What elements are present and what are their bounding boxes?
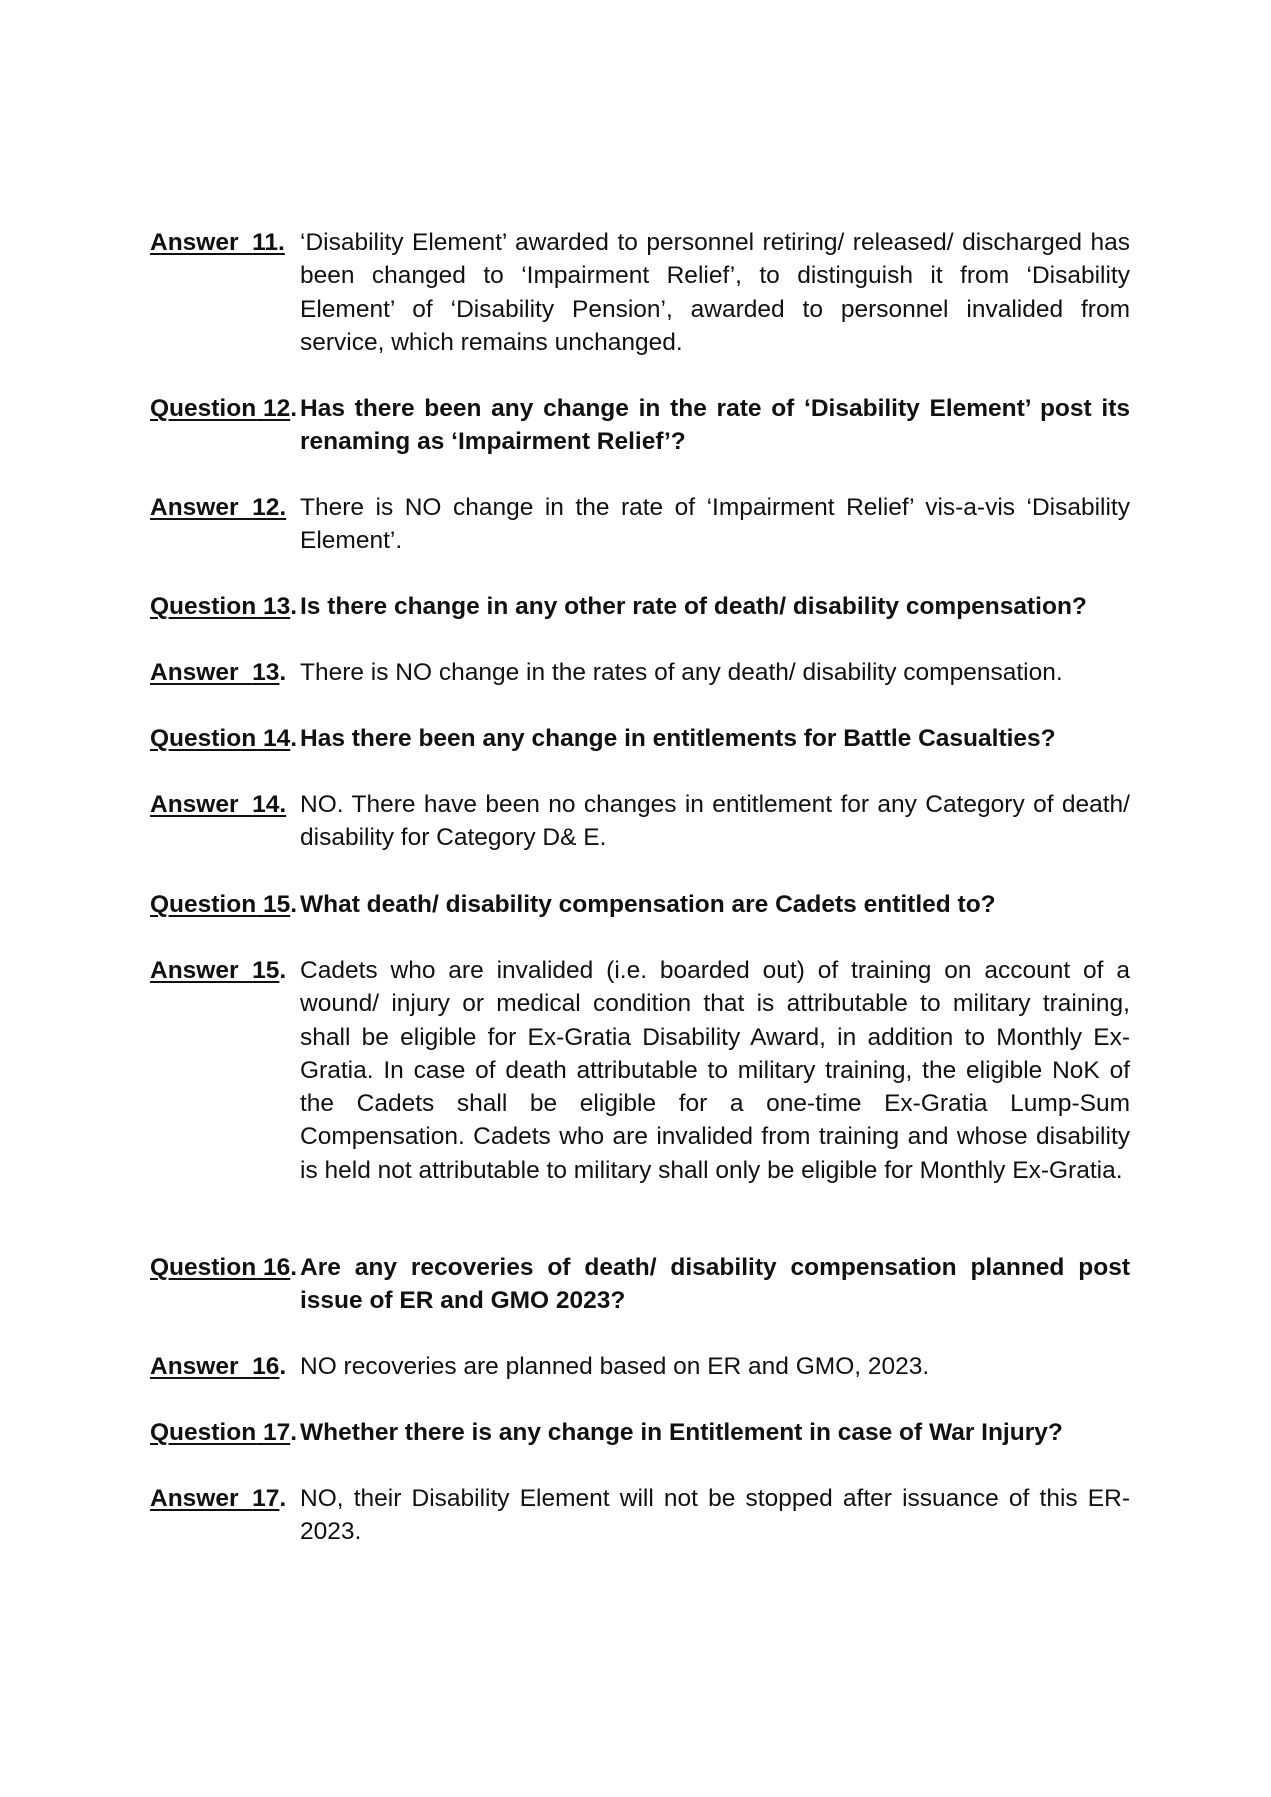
label-dot: .: [279, 1485, 287, 1512]
label-gap: [239, 957, 253, 984]
label-dot: .: [279, 659, 287, 686]
label-dot: .: [279, 1353, 287, 1380]
answer-14: [150, 788, 1130, 855]
label-dot: .: [290, 891, 298, 918]
label-number: 17: [252, 1485, 280, 1512]
answer-label: [150, 788, 300, 821]
label-gap: [239, 1353, 253, 1380]
label-gap: [256, 593, 263, 620]
label-number: 13: [252, 659, 280, 686]
label-gap: [256, 395, 263, 422]
answer-12: [150, 491, 1130, 558]
question-text: Has there been any change in entitlements for Battle Casualties?: [300, 725, 1056, 752]
label-number: 15: [262, 891, 291, 918]
label-word: Answer: [150, 229, 239, 256]
question-15: [150, 888, 1130, 921]
question-13: [150, 590, 1130, 623]
question-12: [150, 392, 1130, 459]
question-label: [150, 1416, 300, 1449]
label-word: Question: [150, 593, 257, 620]
label-number: 16: [262, 1254, 291, 1281]
answer-label: [150, 954, 300, 987]
label-word: Answer: [150, 494, 239, 521]
label-gap: [256, 891, 263, 918]
question-text: What death/ disability compensation are Cadets entitled to?: [300, 891, 996, 918]
label-word: Answer: [150, 1353, 239, 1380]
label-gap: [239, 1485, 253, 1512]
answer-label: [150, 1350, 300, 1383]
answer-11: [150, 226, 1130, 359]
label-word: Question: [150, 1419, 257, 1446]
label-number: 17: [262, 1419, 291, 1446]
question-label: [150, 1251, 300, 1284]
label-gap: [256, 725, 263, 752]
question-text: Are any recoveries of death/ disability compensation planned post issue of ER and GMO 2023?: [300, 1254, 1130, 1315]
answer-text: There is NO change in the rates of any death/ disability compensation.: [300, 659, 1063, 686]
label-word: Question: [150, 395, 257, 422]
label-word: Answer: [150, 1485, 239, 1512]
label-gap: [239, 791, 253, 818]
label-word: Question: [150, 725, 257, 752]
label-gap: [239, 229, 253, 256]
label-number: 13: [262, 593, 291, 620]
question-label: [150, 392, 300, 425]
label-word: Question: [150, 1254, 257, 1281]
answer-text: There is NO change in the rate of ‘Impairment Relief’ vis-a-vis ‘Disability Element’.: [300, 494, 1130, 555]
question-14: [150, 722, 1130, 755]
answer-label: [150, 1482, 300, 1515]
label-number: 14.: [252, 791, 287, 818]
label-number: 15: [252, 957, 280, 984]
answer-label: [150, 491, 300, 524]
answer-17: [150, 1482, 1130, 1549]
label-dot: .: [279, 957, 287, 984]
label-number: 11.: [252, 229, 285, 256]
answer-16: [150, 1350, 1130, 1383]
label-dot: .: [290, 725, 298, 752]
question-17: [150, 1416, 1130, 1449]
label-dot: .: [290, 593, 298, 620]
answer-15: [150, 954, 1130, 1187]
question-16: [150, 1251, 1130, 1318]
label-number: 12.: [252, 494, 287, 521]
label-gap: [239, 494, 253, 521]
answer-label: [150, 226, 300, 259]
label-word: Question: [150, 891, 257, 918]
label-gap: [256, 1254, 263, 1281]
answer-text: Cadets who are invalided (i.e. boarded out) of training on account of a wound/ injury or medical condition that is attributable to military training, shall be eligible for Ex-Gratia Disability Award, in addition to Monthly Ex-Gratia. In case of death attributable to military training, the eligible NoK of the Cadets shall be eligible for a one-time Ex-Gratia Lump-Sum Compensation. Cadets who are invalided from training and whose disability is held not attributable to military shall only be eligible for Monthly Ex-Gratia.: [300, 957, 1130, 1184]
label-word: Answer: [150, 791, 239, 818]
question-label: [150, 722, 300, 755]
answer-13: [150, 656, 1130, 689]
question-text: Is there change in any other rate of death/ disability compensation?: [300, 593, 1087, 620]
answer-label: [150, 656, 300, 689]
question-text: Whether there is any change in Entitlement in case of War Injury?: [300, 1419, 1063, 1446]
answer-text: NO, their Disability Element will not be stopped after issuance of this ER-2023.: [300, 1485, 1130, 1546]
label-dot: .: [290, 1419, 298, 1446]
answer-text: NO. There have been no changes in entitlement for any Category of death/ disability for Category D& E.: [300, 791, 1130, 852]
label-gap: [256, 1419, 263, 1446]
answer-text: ‘Disability Element’ awarded to personnel retiring/ released/ discharged has been changed to ‘Impairment Relief’, to distinguish it from ‘Disability Element’ of ‘Disability Pension’, awarded to personnel invalided from service, which remains unchanged.: [300, 229, 1130, 356]
label-number: 14: [262, 725, 291, 752]
question-label: [150, 888, 300, 921]
question-label: [150, 590, 300, 623]
question-text: Has there been any change in the rate of ‘Disability Element’ post its renaming as ‘Impairment Relief’?: [300, 395, 1130, 456]
label-word: Answer: [150, 957, 239, 984]
label-dot: .: [290, 1254, 298, 1281]
label-number: 16: [252, 1353, 280, 1380]
label-number: 12: [262, 395, 291, 422]
answer-text: NO recoveries are planned based on ER and GMO, 2023.: [300, 1353, 930, 1380]
label-dot: .: [290, 395, 298, 422]
label-word: Answer: [150, 659, 239, 686]
label-gap: [239, 659, 253, 686]
